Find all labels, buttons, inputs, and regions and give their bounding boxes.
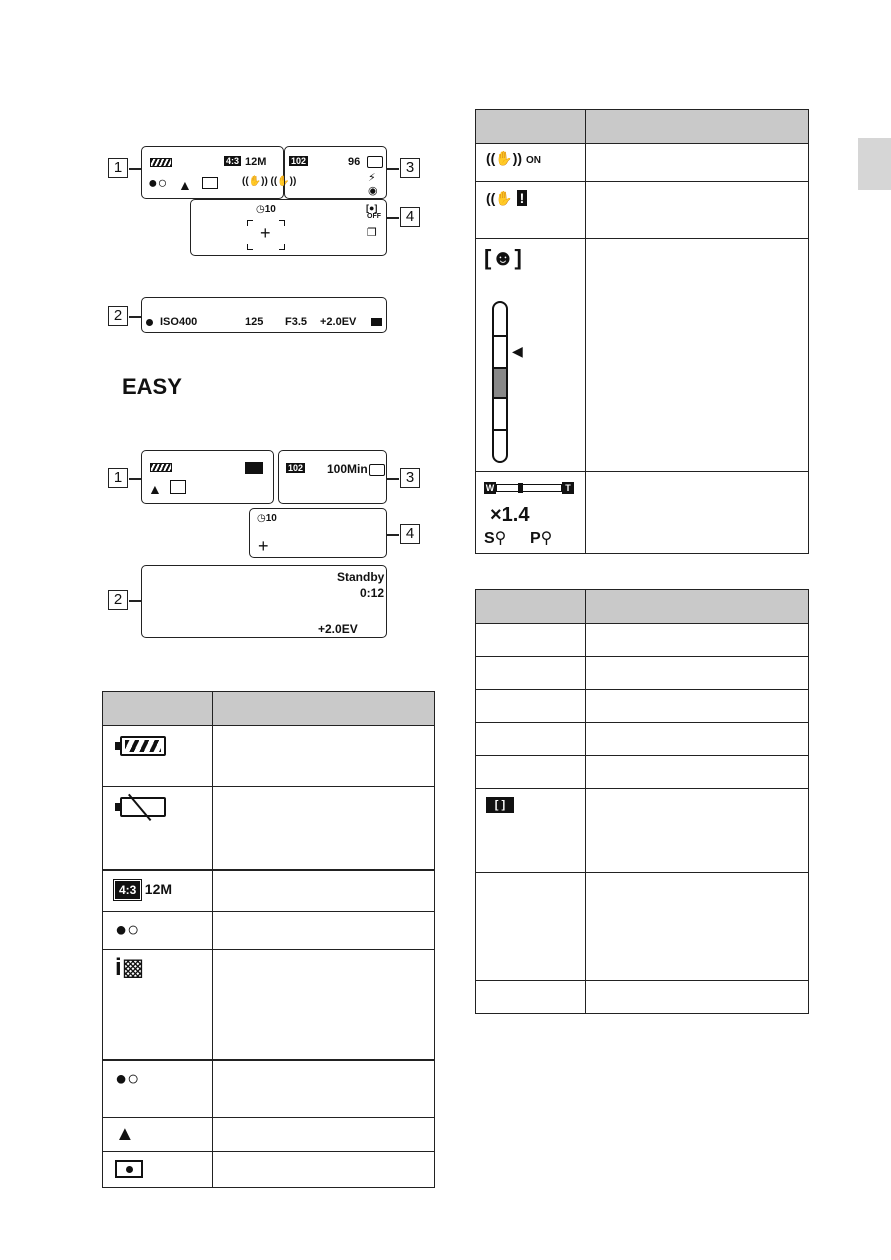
callout-4: 4	[400, 207, 420, 227]
table-row	[476, 182, 809, 239]
af-frame	[247, 220, 285, 250]
lcd-area-2	[141, 297, 387, 333]
table-row	[476, 756, 809, 789]
portrait-scene-icon: ●○	[148, 175, 168, 192]
iso-value: ISO400	[160, 316, 198, 328]
scene-recognition-portrait-icon: ●○	[115, 1067, 140, 1090]
easy-backlight-icon: ▲	[148, 481, 162, 497]
easy-card-icon	[369, 464, 385, 476]
table-row	[476, 873, 809, 981]
zoom-scale-icon	[484, 482, 574, 494]
easy-folder-number: 102	[288, 463, 304, 473]
easy-lcd-area-2	[141, 565, 387, 638]
shot-count: 96	[348, 156, 361, 168]
af-range-finder-frame-icon: [ ]	[486, 797, 514, 813]
easy-callout-1: 1	[108, 468, 128, 488]
table-row	[476, 144, 809, 182]
metering-icon	[371, 318, 382, 326]
smile-sensitivity-meter	[492, 301, 508, 463]
table-row	[476, 657, 809, 690]
easy-ev: +2.0EV	[318, 622, 358, 636]
easy-callout-3: 3	[400, 468, 420, 488]
easy-lcd-area-3	[278, 450, 387, 504]
table-row	[476, 981, 809, 1014]
table-row	[476, 789, 809, 873]
scene-recognition-portrait-icon: ●○	[115, 919, 140, 941]
callout-2: 2	[108, 306, 128, 326]
easy-remaining: 100Min	[327, 462, 368, 476]
battery-empty-icon	[120, 797, 166, 817]
table-left-header-indication	[213, 692, 435, 726]
table-row	[103, 950, 435, 1060]
smile-level-pointer: ◀	[512, 343, 523, 359]
lcd-area-4	[190, 199, 387, 256]
ratio-label: 4:3	[115, 881, 140, 899]
shake-warning-label: !	[517, 190, 528, 206]
precision-zoom-icon: P⚲	[530, 530, 553, 547]
table-left-header-display	[103, 692, 213, 726]
intelligent-auto-label: i	[115, 954, 122, 981]
table-right-bottom-header-display	[476, 590, 586, 624]
table-row	[103, 1118, 435, 1152]
table-row	[476, 472, 809, 554]
zoom-tele-label: T	[562, 482, 574, 494]
spot-metering-icon	[115, 1160, 143, 1178]
face-detect-off: OFF	[367, 213, 381, 220]
easy-size-icon	[245, 462, 263, 474]
backlight-scene-icon: ▲	[115, 1123, 135, 1145]
steadyshot-icons: ((✋)) ((✋))	[242, 176, 297, 187]
table-row	[476, 239, 809, 472]
table-row	[103, 1152, 435, 1188]
easy-self-timer-value: 10	[265, 513, 277, 524]
table-row	[103, 870, 435, 912]
spot-metering-icon	[202, 177, 218, 189]
backlight-icon: ▲	[178, 177, 192, 193]
easy-crosshair: +	[258, 536, 269, 556]
table-right-top-header-display	[476, 110, 586, 144]
smart-zoom-icon: S⚲	[484, 530, 507, 547]
folder-number: 102	[291, 156, 307, 166]
table-row	[476, 690, 809, 723]
smile-detection-icon: [☻]	[484, 245, 522, 270]
easy-self-timer-icon: ◷10	[257, 513, 277, 524]
table-right-bottom	[475, 589, 809, 1014]
table-right-top	[475, 109, 809, 554]
zoom-wide-label: W	[485, 483, 495, 493]
table-row	[476, 723, 809, 756]
self-timer-value: 10	[264, 204, 276, 215]
burst-icon: ❐	[367, 227, 377, 239]
table-row	[103, 1060, 435, 1118]
shutter-value: 125	[245, 316, 264, 328]
callout-3: 3	[400, 158, 420, 178]
section-tab	[858, 138, 891, 190]
flash-icon: ⚡	[368, 172, 376, 184]
redeye-icon: ◉	[368, 185, 378, 197]
lcd-area-1	[141, 146, 297, 199]
battery-icon	[150, 158, 172, 167]
easy-metering-icon	[170, 480, 186, 494]
table-row	[103, 912, 435, 950]
image-size-icon	[115, 881, 172, 899]
image-ratio-badge: 4:3	[226, 156, 240, 166]
easy-status: Standby	[337, 570, 385, 584]
face-detect-icon: [●]	[366, 203, 378, 213]
ev-value: +2.0EV	[320, 316, 357, 328]
size-label: 12M	[144, 880, 173, 897]
table-right-bottom-header-indication	[586, 590, 809, 624]
table-row	[103, 787, 435, 870]
self-timer-icon: ◷10	[256, 204, 276, 215]
steadyshot-on-icon: ((✋)) ON	[486, 150, 541, 166]
easy-battery-icon	[150, 463, 172, 472]
callout-1: 1	[108, 158, 128, 178]
intelligent-auto-icon: i▩	[115, 954, 145, 981]
precision-zoom-label: P	[530, 530, 541, 547]
table-left	[102, 691, 435, 1188]
easy-time: 0:12	[360, 586, 385, 600]
easy-callout-4: 4	[400, 524, 420, 544]
table-right-top-header-indication	[586, 110, 809, 144]
easy-lcd-area-1	[141, 450, 274, 504]
easy-mode-heading: EASY	[122, 374, 182, 399]
aperture-value: F3.5	[285, 316, 308, 328]
smart-zoom-label: S	[484, 530, 495, 547]
battery-full-icon	[120, 736, 166, 756]
easy-lcd-area-4	[249, 508, 387, 558]
steadyshot-on-label: ON	[525, 155, 541, 166]
camera-shake-warning-icon: ((✋ !	[486, 190, 527, 207]
zoom-factor: ×1.4	[490, 504, 530, 526]
crosshair: +	[260, 223, 271, 243]
image-size-text: 12M	[245, 156, 267, 168]
table-row	[103, 726, 435, 787]
lcd-area-3	[284, 146, 387, 199]
table-row	[476, 624, 809, 657]
ae-lock-icon	[146, 319, 153, 326]
memory-card-icon	[367, 156, 383, 168]
easy-callout-2: 2	[108, 590, 128, 610]
